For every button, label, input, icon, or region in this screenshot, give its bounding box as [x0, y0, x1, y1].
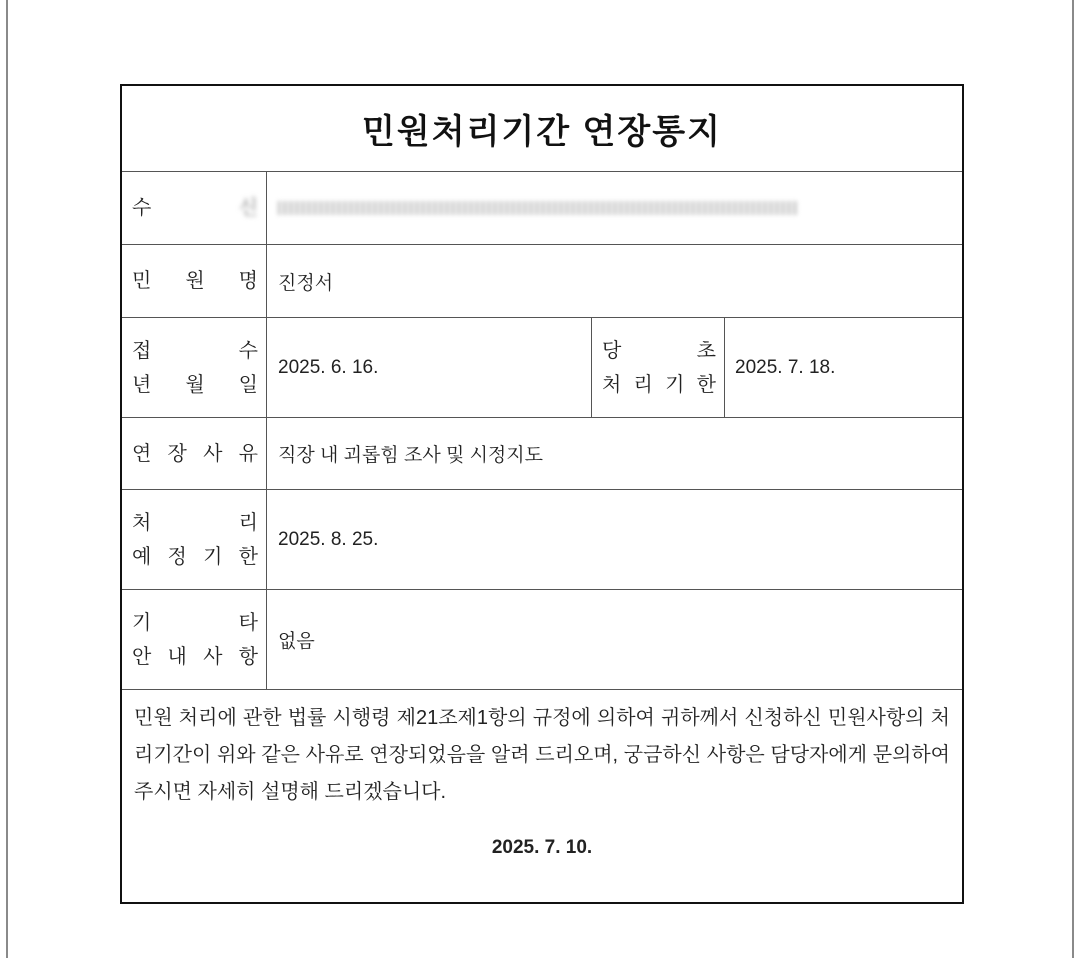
- extension-reason-value: 직장 내 괴롭힘 조사 및 시정지도: [278, 445, 543, 466]
- label-text: 연 장 사 유: [132, 442, 258, 465]
- dates-row: [122, 318, 962, 418]
- other-info-value: 없음: [278, 631, 315, 652]
- label-text: 민 원 명: [132, 270, 258, 292]
- recipient-label-char-blurred: 신: [238, 197, 258, 219]
- document-title: 민원처리기간 연장통지: [122, 86, 962, 172]
- label-text: 당 초: [602, 339, 716, 362]
- received-date-value: 2025. 6. 16.: [278, 356, 379, 378]
- page-edge-left: [6, 0, 8, 958]
- original-deadline-label: [591, 318, 725, 417]
- recipient-value-redacted: [268, 172, 798, 244]
- label-text: 처 리: [132, 511, 258, 534]
- label-text: 년 월 일: [132, 373, 258, 396]
- petition-name-value: 진정서: [278, 272, 334, 294]
- recipient-label-char: 수: [132, 197, 152, 219]
- received-date-label: [122, 318, 267, 417]
- label-text: 처 리 기 한: [602, 373, 716, 396]
- notice-body-text: 민원 처리에 관한 법률 시행령 제21조제1항의 규정에 의하여 귀하께서 신청하신 민원사항의 처리기간이 위와 같은 사유로 연장되었음을 알려 드리오며, 궁금하신 사항은 담당자에게 문의하여 주시면 자세히 설명해 드리겠습니다.: [134, 707, 950, 803]
- extension-reason-row: [122, 418, 962, 490]
- notice-body: [122, 690, 962, 902]
- other-info-label: [122, 590, 267, 689]
- recipient-row: [122, 172, 962, 245]
- petition-name-label: [122, 245, 267, 317]
- extension-notice-document: [120, 84, 964, 904]
- notice-date: 2025. 7. 10.: [491, 837, 593, 858]
- expected-deadline-value: 2025. 8. 25.: [278, 528, 379, 550]
- expected-deadline-row: [122, 490, 962, 590]
- label-text: 접 수: [132, 339, 258, 362]
- original-deadline-value: 2025. 7. 18.: [735, 356, 836, 378]
- label-text: 예 정 기 한: [132, 545, 258, 568]
- other-info-row: [122, 590, 962, 690]
- extension-reason-label: [122, 418, 267, 489]
- petition-name-row: [122, 245, 962, 318]
- label-text: 기 타: [132, 611, 258, 634]
- label-text: 안 내 사 항: [132, 645, 258, 668]
- expected-deadline-label: [122, 490, 267, 589]
- recipient-label: [122, 172, 267, 244]
- page-edge-right: [1072, 0, 1074, 958]
